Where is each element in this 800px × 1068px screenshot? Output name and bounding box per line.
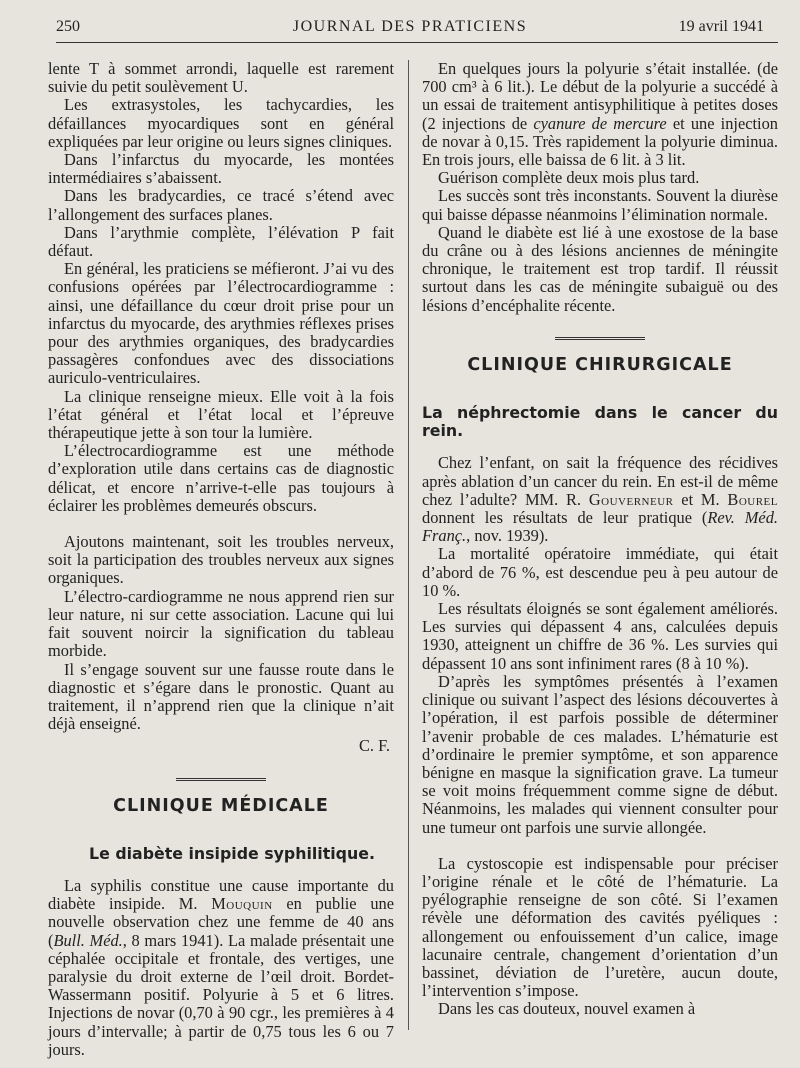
paragraph: La syphilis constitue une cause importante du diabète insipide. M. Mouquin en publie une nouvelle observation chez une femme de 40 ans (Bull. Méd., 8 mars 1941). La malade présentait une céphalée occipitale et frontale, des vertiges, une paralysie du droit externe de l’œil droit. Bordet-Wassermann positif. Polyurie à 5 et 6 litres. Injections de novar (0,70 à 90 cgr., les premières à 4 jours d’intervalle; à partir de 0,75 tous les 6 ou 7 jours. [48,875,394,1059]
paragraph: En quelques jours la polyurie s’était installée. (de 700 cm³ à 6 lit.). Le début de la polyurie a succédé à un essai de traitement antisyphilitique à petites doses (2 injections de cyanure de mercure et une injection de novar à 0,15. Très rapidement la polyurie diminua. En trois jours, elle baissa de 6 lit. à 3 lit. [422,59,778,170]
section-rule [555,337,645,342]
paragraph: En général, les praticiens se méfieront. J’ai vu des confusions opérées par l’électrocardiogramme : ainsi, une défaillance du cœur droit prise pour un infarctus du myocarde, des arythmies réflexes prises pour des arythmies organiques, des bradycardies passagères confondues avec des dissociations auriculo-ventriculaires. [48,259,394,388]
author-name: Mouquin [211,894,273,914]
page-header [56,18,764,44]
italic-term: cyanure de mercure [533,113,667,133]
journal-reference: Bull. Méd. [53,930,123,950]
paragraph: Dans l’arythmie complète, l’élévation P fait défaut. [48,222,394,261]
paragraph: D’après les symptômes présentés à l’examen clinique ou suivant l’aspect des lésions découvertes à l’opération, il est parfois possible de déterminer l’avenir probable de ces malades. L’hématurie est d’ordinaire le premier symptôme, et son apparence bénigne en masque la signification grave. La tumeur se voit moins fréquemment comme signe de début. Néanmoins, les malades qui viennent consulter pour une tumeur ont parfois une survie allongée. [422,671,778,837]
paragraph-gap [48,515,394,533]
column-divider [408,60,409,1030]
right-column [422,60,778,1019]
author-name: Bourel [727,489,778,509]
article-title-nephrectomie: La néphrectomie dans le cancer du rein. [422,403,778,441]
journal-reference: Rev. Méd. Franç. [422,508,778,546]
paragraph: lente T à sommet arrondi, laquelle est rarement suivie du petit soulèvement U. [48,59,394,97]
paragraph: L’électro-cardiogramme ne nous apprend rien sur leur nature, ni sur cette association. Lacune qui lui fait souvent noircir la signification du tableau morbide. [48,586,394,661]
page-number: 250 [56,18,80,35]
paragraph: Dans les cas douteux, nouvel examen à [438,999,696,1019]
paragraph-gap [422,837,778,855]
paragraph: Les succès sont très inconstants. Souvent la diurèse qui baisse dépasse néanmoins l’élimination normale. [422,186,778,224]
paragraph: La mortalité opératoire immédiate, qui était d’abord de 76 %, est descendue peu à peu autour de 10 %. [422,544,778,600]
paragraph: Les extrasystoles, les tachycardies, les défaillances myocardiques sont en général expliquées par leur origine ou leurs signes cliniques. [48,95,394,151]
issue-date: 19 avril 1941 [678,18,764,35]
paragraph: La cystoscopie est indispensable pour préciser l’origine rénale et le côté de l’hématurie. La pyélographie renseigne de son côté. Si l’examen révèle une déformation des cavités pyéliques : allongement ou enfouissement d’un calice, image lacunaire centrale, changement d’orientation d’un bassinet, déviation de l’uretère, aucun doute, l’intervention s’impose. [422,853,778,1001]
paragraph: Guérison complète deux mois plus tard. [438,168,700,188]
journal-title: JOURNAL DES PRATICIENS [292,18,528,35]
paragraph: Dans les bradycardies, ce tracé s’étend avec l’allongement des surfaces planes. [48,186,394,224]
paragraph: Dans l’infarctus du myocarde, les montées intermédiaires s’abaissent. [48,150,394,188]
section-rule [176,778,266,783]
paragraph: Ajoutons maintenant, soit les troubles nerveux, soit la participation des troubles nerveux aux signes organiques. [48,532,394,588]
paragraph: Chez l’enfant, on sait la fréquence des récidives après ablation d’un cancer du rein. En est-il de même chez l’adulte? MM. R. Gouverneur et M. Bourel donnent les résultats de leur pratique (Rev. Méd. Franç., nov. 1939). [422,453,778,546]
article-title-diabete: Le diabète insipide syphilitique. [89,843,375,863]
author-name: Gouverneur [588,489,674,509]
header-rule [56,42,778,43]
paragraph: L’électrocardiogramme est une méthode d’exploration utile dans certains cas de diagnostic délicat, et encore n’arrive-t-elle pas toujours à éclairer les problèmes demeurés obscurs. [48,441,394,515]
author-signature: C. F. [358,736,390,756]
paragraph: Quand le diabète est lié à une exostose de la base du crâne ou à des lésions anciennes de méningite chronique, le traitement est trop tardif. Il réussit surtout dans les cas de méningite subaiguë ou des lésions d’encéphalite récente. [422,222,778,315]
left-column [48,60,394,1059]
paragraph: Il s’engage souvent sur une fausse route dans le diagnostic et s’égare dans le pronostic. Quant au traitement, il n’apprend rien que la clinique n’ait déjà enseigné. [48,659,394,734]
paragraph: La clinique renseigne mieux. Elle voit à la fois l’état général et l’état local et l’épreuve thérapeutique jette à son tour la lumière. [48,386,394,443]
section-title-surgical: CLINIQUE CHIRURGICALE [467,354,733,375]
paragraph: Les résultats éloignés se sont également améliorés. Les survies qui dépassent 4 ans, calculées depuis 1930, atteignent un chiffre de 36 %. Les survies qui dépassent 10 ans sont infiniment rares (8 à 10 %). [422,599,778,673]
section-title-medical: CLINIQUE MÉDICALE [113,795,329,816]
